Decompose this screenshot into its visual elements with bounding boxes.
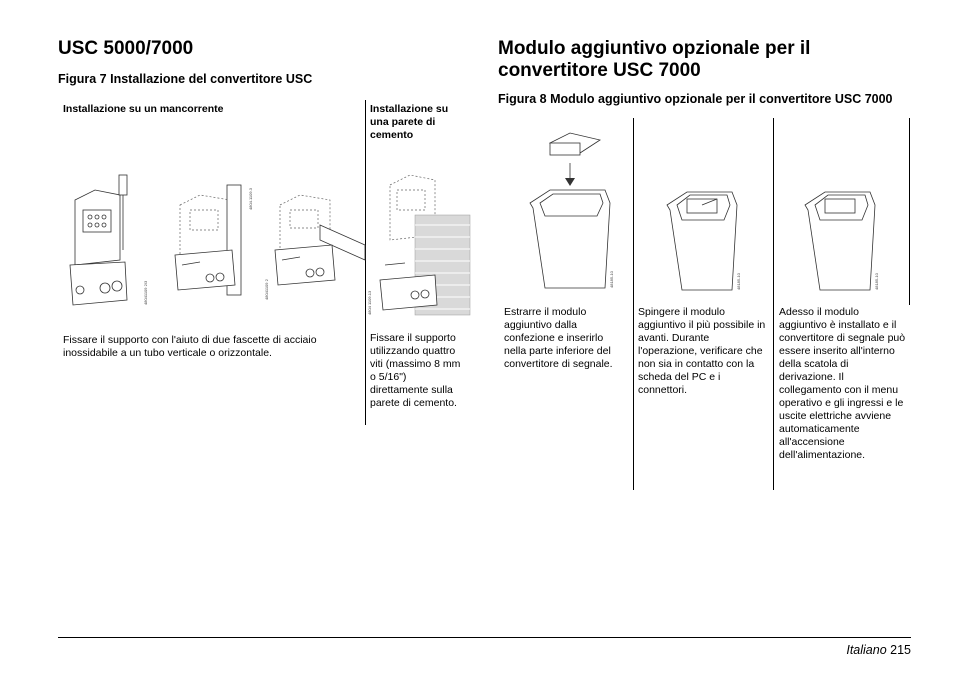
- page-title-left: USC 5000/7000: [58, 38, 194, 59]
- page-title-right-line2: convertitore USC 7000: [498, 60, 701, 81]
- wall-install-heading: Installazione su una parete di cemento: [370, 103, 449, 141]
- step1-illustration: [525, 128, 625, 308]
- footer-page-number: 215: [890, 643, 911, 657]
- step-divider-2: [773, 118, 774, 490]
- figure-7-title: Figura 7 Installazione del convertitore USC: [58, 72, 313, 86]
- footer-rule: [58, 637, 911, 638]
- rail-install-illustration: [65, 170, 365, 320]
- step-divider-3: [909, 118, 910, 305]
- step1-figure-code: 48185-10: [609, 271, 614, 288]
- figure-code-4: 4804 1109.13: [367, 290, 372, 315]
- step3-figure-code: 48185-10: [874, 273, 879, 290]
- page-title-right-line1: Modulo aggiuntivo opzionale per il: [498, 38, 811, 59]
- rail-install-text: Fissare il supporto con l'aiuto di due fascette di acciaio inossidabile a un tubo verticale o orizzontale.: [63, 334, 317, 359]
- rail-install-heading: Installazione su un mancorrente: [63, 103, 224, 115]
- figure-code-1: 48041109 2/3: [143, 280, 148, 305]
- wall-install-text: Fissare il supporto utilizzando quattro viti (massimo 8 mm o 5/16") direttamente sulla parete di cemento.: [370, 332, 461, 409]
- step1-text: Estrarre il modulo aggiuntivo dalla confezione e inserirlo nella parte inferiore del convertitore di segnale.: [504, 306, 613, 370]
- footer-language: Italiano: [846, 643, 887, 657]
- step3-illustration: [800, 185, 900, 310]
- step3-text: Adesso il modulo aggiuntivo è installato e il convertitore di segnale può essere inserito all'interno della scatola di derivazione. Il collegamento con il menu operativo e gli ingressi e le uscite elettriche avviene automaticamente all'accensione dell'alimentazione.: [779, 306, 906, 461]
- wall-install-illustration: [367, 165, 470, 320]
- step2-illustration: [662, 185, 762, 310]
- page-footer: [846, 643, 911, 657]
- column-divider: [365, 100, 366, 425]
- figure-code-3: 48041109 2: [264, 279, 269, 300]
- figure-code-2: 4804.1109.3: [248, 188, 253, 210]
- step2-figure-code: 48185-10: [736, 273, 741, 290]
- figure-8-title: Figura 8 Modulo aggiuntivo opzionale per il convertitore USC 7000: [498, 92, 893, 106]
- step2-text: Spingere il modulo aggiuntivo il più possibile in avanti. Durante l'operazione, verificare che non sia in contatto con la scheda del PC e i connettori.: [638, 306, 766, 396]
- step-divider-1: [633, 118, 634, 490]
